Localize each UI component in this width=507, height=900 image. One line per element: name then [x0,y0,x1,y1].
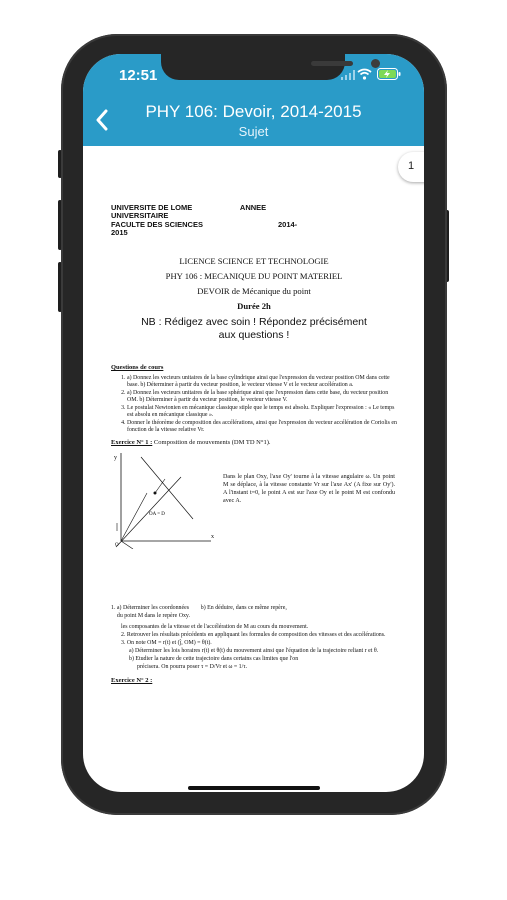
exercise-heading [111,439,397,446]
exercise-figure-block [111,449,397,604]
notch [161,54,345,80]
status-time: 12:51 [119,67,158,84]
course-line: LICENCE SCIENCE ET TECHNOLOGIE [179,255,329,266]
univ-line: 2015 [111,228,128,238]
page-number-badge[interactable] [398,152,424,182]
exercise-text: Dans le plan Oxy, l'axe Oy' tourne à la vitesse angulaire ω. Un point M se déplace, à la vitesse constante Vr sur l'axe Ax' (A fixe sur Oy'). A l'instant t=0, le point A est sur l'axe Oy et le point M est confondu avec A. [223,473,395,505]
battery-charging-icon [377,68,401,80]
exercise-title: Composition de mouvements (DM TD N°1). [152,438,271,446]
question-line: du point M dans le repère Oxy. [111,612,190,619]
course-line: PHY 106 : MECANIQUE DU POINT MATERIEL [165,270,343,281]
document-page [111,204,397,684]
question-line: les composantes de la vitesse et de l'accélération de M au cours du mouvement. [121,623,309,630]
y-axis-label: y [114,454,117,461]
question-line: b) Etudier la nature de cette trajectoire dans certains cas limites que l'on [129,655,299,662]
page-number: 1 [408,160,415,172]
question-line: 2. Retrouver les résultats précédents en appliquant les formules de composition des vitesses et des accélérations. [121,631,386,638]
origin-label: O [115,542,119,548]
app-header [83,54,424,146]
exercise-label: Exercice N° 1 : [111,438,153,446]
university-header [111,204,397,238]
univ-line: UNIVERSITAIRE [111,211,169,221]
questions-block [111,604,397,671]
speaker [311,61,353,66]
nb-note [111,316,397,342]
question-line: a) Déterminer les lois horaires r(t) et θ(t) du mouvement ainsi que l'équation de la trajectoire reliant r et θ. [129,647,379,654]
cours-list [111,375,397,435]
page-subtitle: Sujet [238,124,269,139]
list-item: 1. a) Donnez les vecteurs unitaires de la base cylindrique ainsi que l'expression du vecteur position OM dans cette base. b) Déterminer à partir du vecteur position, le vecteur vitesse V et le vecteur accélération a. [127,375,397,390]
duration-line: Durée 2h [237,300,271,311]
section-heading: Questions de cours [111,363,164,371]
exercise-heading [111,677,397,684]
question-line: précisera. On pourra poser τ = D/Vr et ω = 1/τ. [137,663,248,670]
page-title: PHY 106: Devoir, 2014-2015 [145,102,362,121]
nb-line: NB : Rédigez avec soin ! Répondez précisément [141,315,367,328]
front-camera [371,59,380,68]
course-line: DEVOIR de Mécanique du point [197,285,311,296]
mechanics-diagram [111,449,221,549]
question-line: 3. On note OM = r(t) et (ĵ, OM) = θ(t). [121,639,212,646]
univ-line: FACULTE DES SCIENCES 2014- [111,219,298,229]
oa-label: OA = D [149,511,165,517]
question-line: 1. a) Déterminer les coordonnées b) En déduire, dans ce même repère, [111,604,287,611]
phone-screen [83,54,424,792]
list-item: 3. Le postulat Newtonien en mécanique classique stiple que le temps est absolu. Expliquer l'expression : « Le temps est absolu en mécanique classique ». [127,405,397,420]
x-axis-label: x [211,533,214,540]
course-title-block [111,254,397,314]
list-item: 4. Donner le théorème de composition des accélérations, ainsi que l'expression du vecteur accélération de Coriolis en fonction de la vitesse relative Vr. [127,420,397,435]
exercise-label: Exercice N° 2 : [111,676,153,684]
home-indicator[interactable] [188,786,320,790]
univ-line: UNIVERSITE DE LOME ANNEE [111,203,267,212]
list-item: 2. a) Donnez les vecteurs unitaires de la base sphérique ainsi que l'expression dans cette base, du vecteur position OM. b) Déterminer à partir du vecteur position, le vecteur vitesse V. [127,390,397,405]
nb-line: aux questions ! [218,328,290,341]
signal-icon [341,70,355,80]
wifi-icon [357,68,372,80]
